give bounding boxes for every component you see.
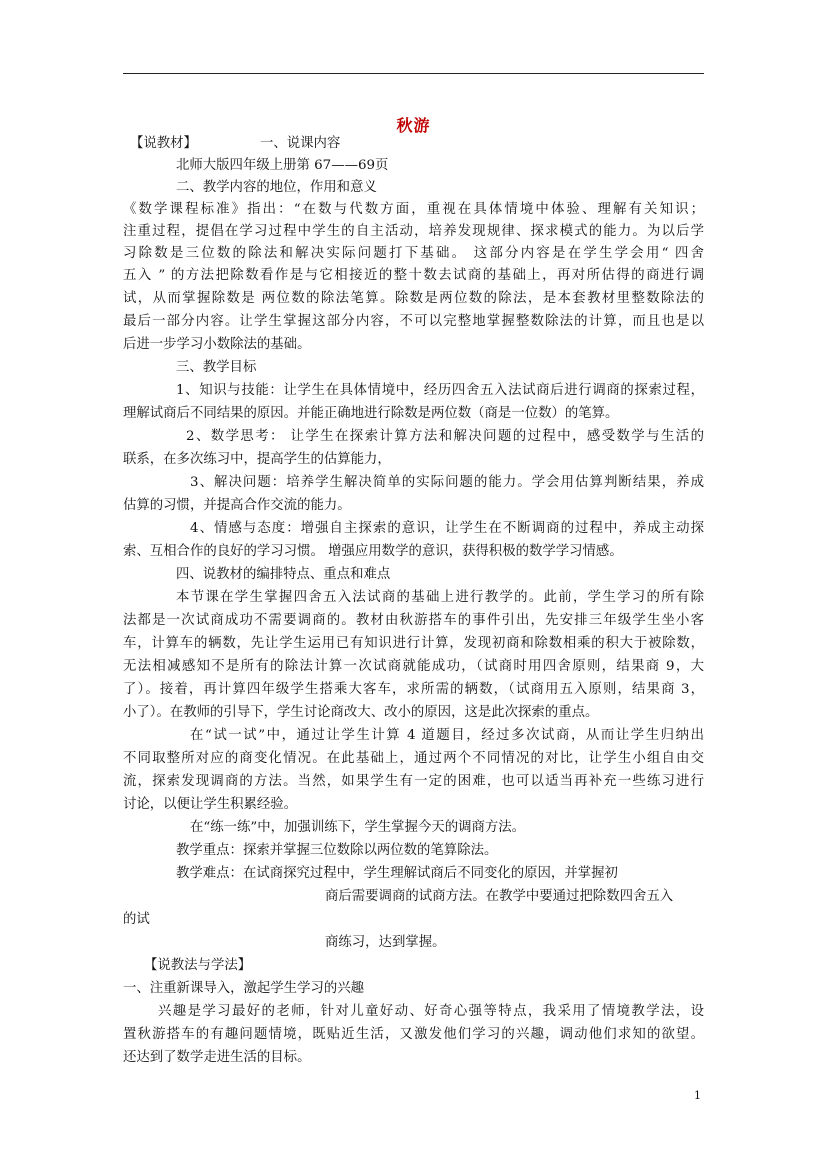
subheading-intro: 一、注重新课导入，激起学生学习的兴趣 [123,981,365,996]
text-line: 《数学课程标准》指出：“在数与代数方面，重视在具体情境中体验、理解有关知识； [123,202,704,217]
text-line: 索、互相合作的良好的学习习惯。 增强应用数学的意识，获得积极的数学学习情感。 [123,544,623,559]
text-line: 本节课在学生掌握四舍五入法试商的基础上进行教学的。此前，学生学习的所有除 [176,590,704,605]
text-line: 五入 ” 的方法把除数看作是与它相接近的整十数去试商的基础上，再对所估得的商进行调 [123,268,704,283]
section-heading-teaching-material: 【说教材】 [130,136,197,151]
text-line: 兴趣是学习最好的老师，针对儿童好动、好奇心强等特点，我采用了情境教学法，设 [158,1004,704,1019]
text-line: 在“练一练”中，加强训练下，学生掌握今天的调商方法。 [190,820,526,835]
document-title: 秋游 [396,116,431,135]
text-line: 试，从而掌握除数是 两位数的除法笔算。除数是两位数的除法，是本套教材里整数除法的 [123,291,704,306]
text-line: 北师大版四年级上册第 67——69页 [176,158,389,173]
page-number: 1 [694,1089,701,1102]
text-line: 讨论，以便让学生积累经验。 [123,797,298,812]
text-line: 小了）。在教师的引导下，学生讨论商改大、改小的原因，这是此次探索的重点。 [123,705,599,720]
text-line: 理解试商后不同结果的原因。并能正确地进行除数是两位数（商是一位数）的笔算。 [123,406,619,421]
text-line: 3、解决问题：培养学生解决简单的实际问题的能力。学会用估算判断结果，养成 [190,475,704,490]
text-line: 流，探索发现调商的方法。当然，如果学生有一定的困难，也可以适当再补充一些练习进行 [123,774,704,789]
text-line: 法都是一次试商成功不需要调商的。教材由秋游搭车的事件引出，先安排三年级学生坐小客 [123,613,704,628]
text-line: 联系，在多次练习中，提高学生的估算能力， [123,452,391,467]
text-line: 在“试一试”中，通过让学生计算 4 道题目，经过多次试商，从而让学生归纳出 [190,728,704,743]
text-line: 商练习，达到掌握。 [325,935,446,950]
text-line: 估算的习惯，并提高合作交流的能力。 [123,498,351,513]
text-line: 最后一部分内容。让学生掌握这部分内容，不可以完整地掌握整数除法的计算，而且也是以 [123,314,704,329]
text-line: 2、数学思考： 让学生在探索计算方法和解决问题的过程中，感受数学与生活的 [186,429,704,444]
section-heading-methods: 【说教法与学法】 [144,958,252,973]
text-line: 1、知识与技能：让学生在具体情境中，经历四舍五入法试商后进行调商的探索过程， [176,383,704,398]
text-line: 商后需要调商的试商方法。在教学中要通过把除数四舍五入 [325,889,674,904]
subheading-content: 一、说课内容 [260,136,341,151]
text-line: 4、情感与态度：增强自主探索的意识，让学生在不断调商的过程中，养成主动探 [190,521,704,536]
text-line: 无法相减感知不是所有的除法计算一次试商就能成功，（试商时用四舍原则，结果商 9，大 [123,659,704,674]
text-line: 了）。接着，再计算四年级学生搭乘大客车，求所需的辆数，（试商用五入原则，结果商 3， [123,682,704,697]
text-line: 还达到了数学走进生活的目标。 [123,1050,311,1065]
key-point-line: 教学重点：探索并掌握三位数除以两位数的笔算除法。 [176,843,498,858]
text-line: 习除数是三位数的除法和解决实际问题打下基础。 这部分内容是在学生学会用“ 四舍 [123,246,704,261]
difficulty-line: 教学难点：在试商探究过程中，学生理解试商后不同变化的原因，并掌握初 [176,866,618,881]
text-line: 后进一步学习小数除法的基础。 [123,337,311,352]
subheading-objectives: 三、教学目标 [176,360,257,375]
text-line: 车，计算车的辆数，先让学生运用已有知识进行计算，发现初商和除数相乘的积大于被除数， [123,636,704,651]
header-rule [123,73,704,74]
text-line: 不同取整所对应的商变化情况。在此基础上，通过两个不同情况的对比，让学生小组自由交 [123,751,704,766]
text-line: 的试 [123,912,150,927]
subheading-position: 二、教学内容的地位，作用和意义 [176,180,377,195]
text-line: 置秋游搭车的有趣问题情境，既贴近生活，又激发他们学习的兴趣，调动他们求知的欲望。 [123,1027,704,1042]
text-line: 注重过程，提倡在学习过程中学生的自主活动，培养发现规律、探求模式的能力。为以后学 [123,224,704,239]
subheading-features: 四、说教材的编排特点、重点和难点 [176,567,391,582]
